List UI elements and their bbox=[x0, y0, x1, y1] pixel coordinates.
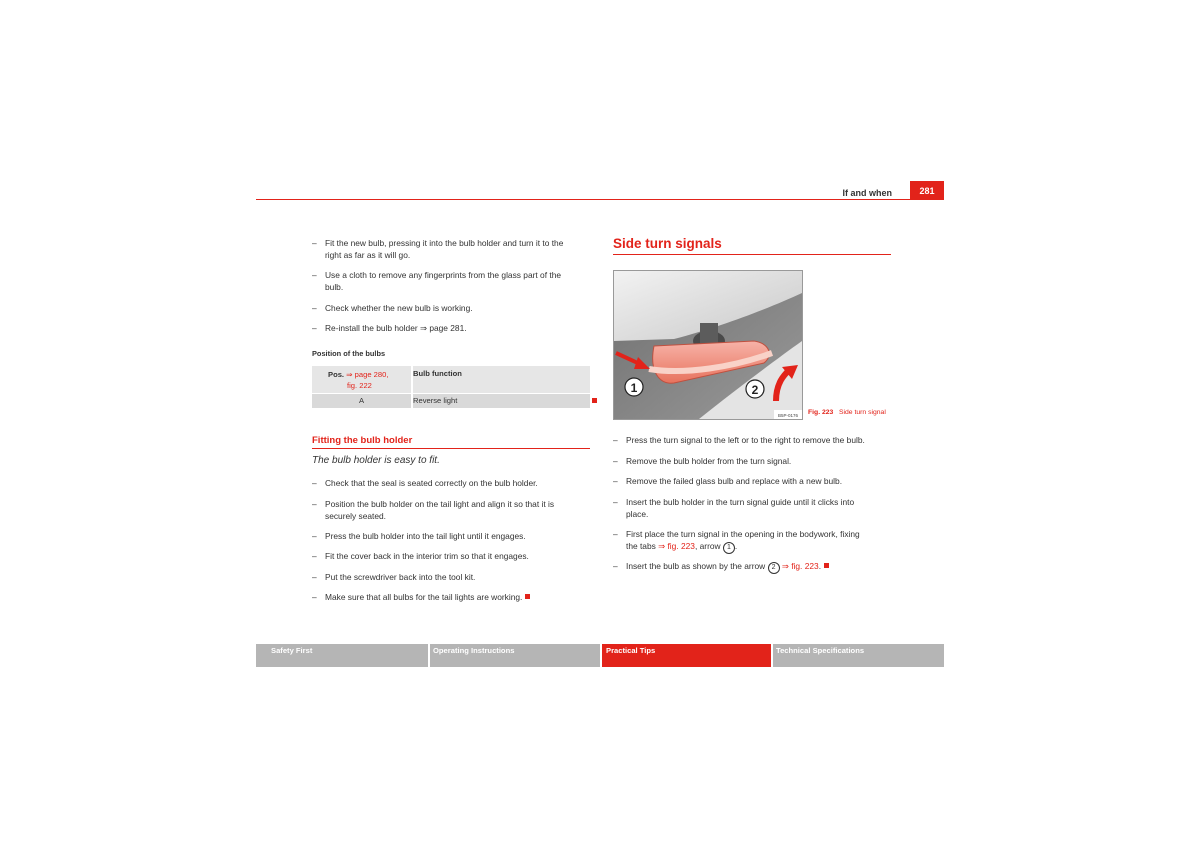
figure-link[interactable]: ⇒ fig. 223 bbox=[658, 541, 695, 551]
list-item: – Re-install the bulb holder ⇒ page 281. bbox=[312, 323, 467, 333]
list-item: – Insert the bulb as shown by the arrow 2 ⇒ fig. 223. bbox=[626, 560, 901, 574]
list-item: – Check that the seal is seated correctly on the bulb holder. bbox=[312, 478, 538, 488]
figure-link[interactable]: ⇒ fig. 223 bbox=[779, 561, 819, 571]
end-of-section-mark bbox=[592, 398, 597, 403]
callout-ref: 2 bbox=[768, 562, 780, 574]
page-number: 281 bbox=[910, 181, 944, 200]
section-title: Fitting the bulb holder bbox=[312, 435, 413, 446]
callout-ref: 1 bbox=[723, 542, 735, 554]
end-of-section-mark bbox=[525, 594, 530, 599]
section-intro: The bulb holder is easy to fit. bbox=[312, 455, 440, 466]
list-item: – Position the bulb holder on the tail light and align it so that it is securely seated. bbox=[312, 499, 555, 521]
bulb-position-table bbox=[312, 366, 590, 408]
table-header-row bbox=[312, 366, 590, 393]
footer-tab-safety-first[interactable]: Safety First bbox=[256, 644, 428, 667]
section-rule bbox=[312, 448, 590, 449]
side-turn-signal-figure bbox=[613, 270, 803, 420]
footer-tab-operating-instructions[interactable]: Operating Instructions bbox=[430, 644, 600, 667]
list-item: – Fit the new bulb, pressing it into the bulb holder and turn it to the right as far as it will go. bbox=[312, 238, 564, 260]
table-title: Position of the bulbs bbox=[312, 349, 386, 358]
end-of-section-mark bbox=[824, 563, 829, 568]
list-item: – Check whether the new bulb is working. bbox=[312, 303, 473, 313]
list-item: – Press the bulb holder into the tail light until it engages. bbox=[312, 531, 526, 541]
list-item: – First place the turn signal in the opening in the bodywork, fixing the tabs ⇒ fig. 223, arrow 1 . bbox=[626, 528, 901, 554]
list-item: – Fit the cover back in the interior trim so that it engages. bbox=[312, 551, 529, 561]
callout-2: 2 bbox=[751, 383, 759, 397]
list-item: – Put the screwdriver back into the tool kit. bbox=[312, 572, 476, 582]
table-header-function: Bulb function bbox=[413, 369, 462, 378]
list-item: – Remove the failed glass bulb and replace with a new bulb. bbox=[613, 476, 843, 486]
callout-1: 1 bbox=[630, 381, 638, 395]
header-rule bbox=[256, 199, 944, 200]
page-link[interactable]: ⇒ page 280, bbox=[346, 370, 389, 379]
table-header-pos: Pos. ⇒ page 280, fig. 222 bbox=[328, 370, 389, 390]
footer-tab-technical-specifications[interactable]: Technical Specifications bbox=[773, 644, 944, 667]
table-cell-function: Reverse light bbox=[413, 396, 458, 405]
figure-link[interactable]: fig. 222 bbox=[347, 381, 372, 390]
running-header-title: If and when bbox=[842, 188, 892, 198]
figure-code: B5P-0176 bbox=[777, 413, 799, 418]
turn-signal-illustration bbox=[614, 271, 802, 419]
list-item: – Make sure that all bulbs for the tail lights are working. bbox=[325, 591, 595, 603]
table-cell-pos: A bbox=[358, 396, 365, 405]
list-item: – Use a cloth to remove any fingerprints from the glass part of the bulb. bbox=[312, 270, 562, 292]
list-item: – Remove the bulb holder from the turn signal. bbox=[613, 456, 792, 466]
table-row bbox=[312, 394, 590, 408]
figure-caption: Fig. 223 Side turn signal bbox=[808, 409, 886, 416]
list-item: – Insert the bulb holder in the turn signal guide until it clicks into place. bbox=[613, 497, 855, 519]
section-rule bbox=[613, 254, 891, 255]
footer-tab-practical-tips[interactable]: Practical Tips bbox=[602, 644, 771, 667]
list-item: – Press the turn signal to the left or to the right to remove the bulb. bbox=[613, 435, 865, 445]
section-title: Side turn signals bbox=[613, 236, 722, 251]
